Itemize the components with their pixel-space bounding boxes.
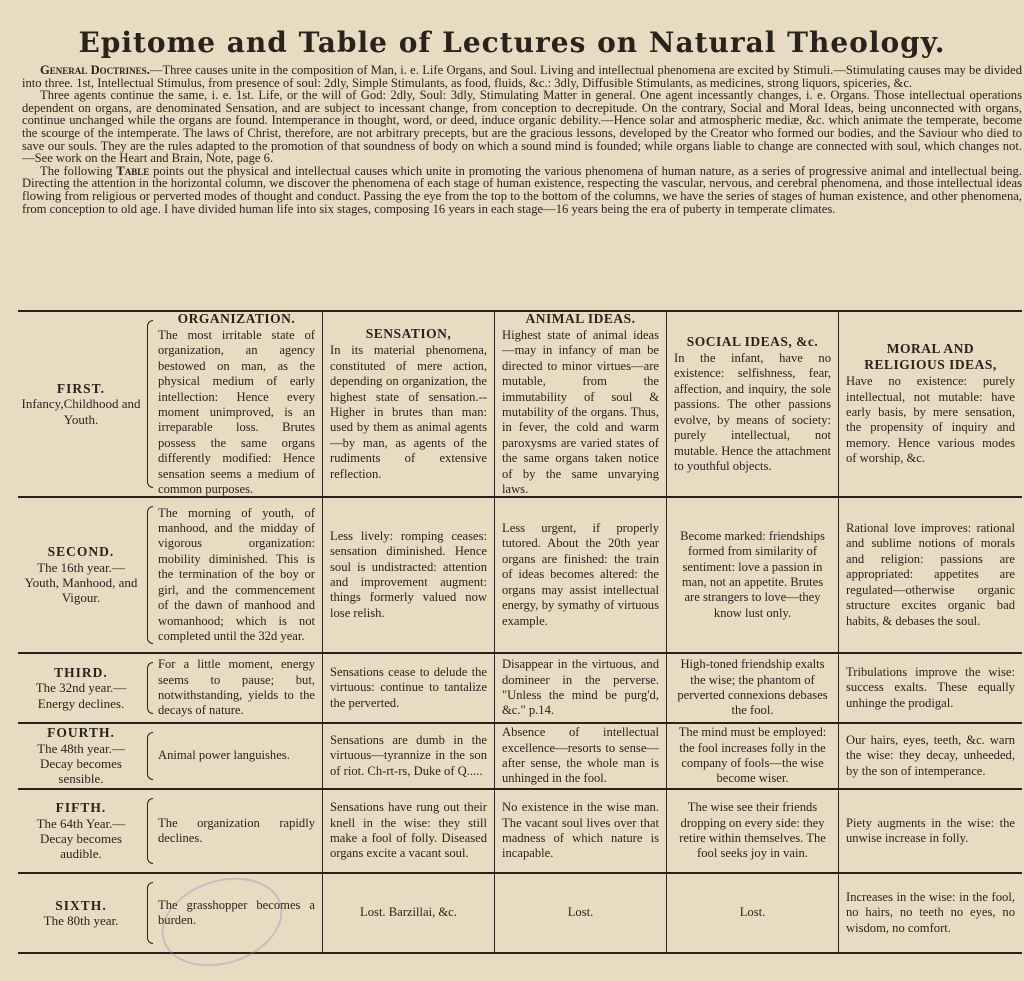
stage-name: THIRD. [54, 664, 108, 680]
social-ideas-cell: High-toned friendship exalts the wise; the phantom of perverted connexions debases the fool. [666, 654, 838, 724]
organization-cell: The grasshopper becomes a burden. [144, 874, 322, 952]
animal-ideas-cell: Disappear in the virtuous, and domineer in the perverse. "Unless the mind be purg'd, &c." p.14. [494, 654, 666, 724]
stage-second [18, 498, 144, 654]
social-ideas-cell: The wise see their friends dropping on every side: they retire within themselves. The fool seeks joy in vain. [666, 790, 838, 874]
intro-paragraph-3 [22, 165, 1022, 215]
stage-first [18, 312, 144, 498]
social-ideas-cell [666, 312, 838, 498]
stage-description: The 16th year.— Youth, Manhood, and Vigour. [24, 559, 138, 606]
social-ideas-cell: Become marked: friendships formed from similarity of sentiment: love a passion in man, not an appetite. Brutes are strangers to love—they know lust only. [666, 498, 838, 654]
animal-ideas-cell: Lost. [494, 874, 666, 952]
intro-paragraph-1 [22, 64, 1022, 89]
organization-cell: For a little moment, energy seems to pause; but, notwithstanding, yields to the decays of nature. [144, 654, 322, 724]
sensation-header: SENSATION, [365, 325, 452, 341]
cell-text: In the infant, have no existence: selfishness, fear, affection, and inquiry, the sole passions. The other passions evolve, by means of society: purely intellectual, not mutable. Hence the attachment to youthful objects. [674, 351, 831, 473]
cell-text: The most irritable state of organization, an agency bestowed on man, as the physical medium of early intellection: Hence every moment unimproved, is an irreparable loss. Brutes possess the same organs differently modified: Hence sensation seems a medium of common purposes. [158, 327, 315, 497]
cell-text: Highest state of animal ideas—may in infancy of man be directed to minor virtues—are mutable, from the immutability of soul & mutability of the organs. Thus, in fever, the cold and warm paroxysms are varied states of the same organs taken notice of by the same unvarying laws. [502, 327, 659, 497]
stage-fifth [18, 790, 144, 874]
sensation-cell: Sensations are dumb in the virtuous—tyrannize in the son of riot. Ch-rt-rs, Duke of Q..... [322, 724, 494, 790]
moral-ideas-cell: Our hairs, eyes, teeth, &c. warn the wise: they decay, unheeded, by the son of intemperance. [838, 724, 1022, 790]
moral-ideas-cell: Rational love improves: rational and sublime notions of morals and religion: passions are appropriated: appetites are regulated—otherwise organic structure excites organic bad habits, & debases the soul. [838, 498, 1022, 654]
animal-ideas-header: ANIMAL IDEAS. [525, 312, 636, 326]
organization-cell: The morning of youth, of manhood, and the midday of vigorous organization: mobility diminished. This is the termination of the boy or girl, and the commencement of the dawn of manhood and womanhood; which is not completed until the 32d year. [144, 498, 322, 654]
sensation-cell: Sensations have rung out their knell in the wise: they still make a fool of folly. Diseased organs excite a vacant soul. [322, 790, 494, 874]
lecture-table [18, 310, 1022, 954]
general-doctrines-label: General Doctrines. [40, 63, 150, 77]
organization-header: ORGANIZATION. [177, 312, 296, 326]
table-label: Table [116, 163, 150, 178]
moral-ideas-cell: Tribulations improve the wise: success exalts. These equally unhinge the prodigal. [838, 654, 1022, 724]
intro-paragraph-2: Three agents continue the same, i. e. 1st. Life, or the will of God: 2dly, Soul: 3dly, Stimulating Matter in general. One agent incessantly changes, i. e. Organs. Those intellectual operations dependent on organs, are denominated Sensation, and are subject to incessant change, from conception to decrepitude. On the contrary, Social and Moral Ideas, being unconnected with organs, continue unchanged while the organs are found. Intemperance in thought, word, or deed, induce organic debility.—Hence solar and atmospheric mediæ, &c. which animate the temperate, become the scourge of the intemperate. The laws of Christ, therefore, are not arbitrary precepts, but are the gracious lessons, developed by the Creator who formed our bodies, and the Saviour who died to save our souls. They are the rules adapted to the promotion of that soundness of body on which a sound mind is founded; while organs liable to change are connected with soul, which changes not. —See work on the Heart and Brain, Note, page 6. [22, 88, 1022, 166]
stage-description: Infancy,Childhood and Youth. [21, 396, 141, 427]
moral-ideas-header: MORAL AND RELIGIOUS IDEAS, [864, 341, 997, 372]
moral-ideas-cell: Increases in the wise: in the fool, no hairs, no teeth no eyes, no wisdom, no comfort. [838, 874, 1022, 952]
introduction [22, 64, 1022, 215]
stage-name: FIFTH. [55, 800, 107, 816]
page-title: Epitome and Table of Lectures on Natural Theology. [78, 26, 946, 59]
stage-description: The 32nd year.— Energy declines. [35, 680, 127, 711]
moral-ideas-cell [838, 312, 1022, 498]
stage-name: SECOND. [47, 544, 115, 560]
intro-paragraph-3-text: points out the physical and intellectual causes which unite in promoting the various phenomena of human nature, as a series of progressive animal and intellectual being. Directing the attention in the horizontal column, we discover the phenomena of each stage of human existence, respecting the vascular, nervous, and cerebral phenomena, and those intellectual ideas flowing from religious or perverted modes of thought and conduct. Passing the eye from the top to the bottom of the columns, we have the series of stages of human existence, and other phenomena, from conception to old age. I have divided human life into six stages, composing 16 years in each stage—16 years being the era of puberty in temperate climates. [22, 163, 1022, 216]
stage-sixth [18, 874, 144, 952]
social-ideas-cell: The mind must be employed: the fool increases folly in the company of fools—the wise become wiser. [666, 724, 838, 790]
stage-name: SIXTH. [55, 897, 107, 913]
moral-ideas-cell: Piety augments in the wise: the unwise increase in folly. [838, 790, 1022, 874]
animal-ideas-cell: No existence in the wise man. The vacant soul lives over that madness of which nature is incapable. [494, 790, 666, 874]
organization-cell: Animal power languishes. [144, 724, 322, 790]
stage-description: The 64th Year.— Decay becomes audible. [36, 815, 126, 862]
sensation-cell: Less lively: romping ceases: sensation diminished. Hence soul is undistracted: attention and improvement augment: things formerly valued now lose relish. [322, 498, 494, 654]
stage-third [18, 654, 144, 724]
social-ideas-cell: Lost. [666, 874, 838, 952]
stage-name: FOURTH. [47, 725, 115, 741]
organization-cell: The organization rapidly declines. [144, 790, 322, 874]
intro-paragraph-3-lead: The following [40, 163, 117, 178]
sensation-cell: Lost. Barzillai, &c. [322, 874, 494, 952]
social-ideas-header: SOCIAL IDEAS, &c. [686, 333, 819, 349]
stage-description: The 80th year. [43, 913, 119, 928]
sensation-cell [322, 312, 494, 498]
sensation-cell: Sensations cease to delude the virtuous: continue to tantalize the perverted. [322, 654, 494, 724]
cell-text: Have no existence: purely intellectual, not mutable: have early basis, by mere sensation, the propensity of inquiry and memory. Hence various modes of worship, &c. [846, 374, 1015, 466]
intro-paragraph-1-text: —Three causes unite in the composition of Man, i. e. Life Organs, and Soul. Living and intellectual phenomena are excited by Stimuli.—Stimulating causes may be divided into three. 1st, Intellectual Stimulus, from presence of soul: 2dly, Simple Stimulants, as food, fluids, &c.: 3dly, Diffusible Stimulants, as medicines, strong liquors, spiceries, &c. [22, 63, 1022, 90]
cell-text: In its material phenomena, constituted of mere action, depending on organization, the highest state of sensation.--Higher in brutes than man: used by them as animal agents—by man, as agents of the rudiments of extensive reflection. [330, 343, 487, 481]
stage-name: FIRST. [56, 380, 106, 396]
stage-description: The 48th year.— Decay becomes sensible. [37, 740, 125, 787]
animal-ideas-cell [494, 312, 666, 498]
animal-ideas-cell: Absence of intellectual excellence—resorts to sense—after sense, the whole man is unhinged in the fool. [494, 724, 666, 790]
stage-fourth [18, 724, 144, 790]
organization-cell [144, 312, 322, 498]
animal-ideas-cell: Less urgent, if properly tutored. About the 20th year organs are finished: the train of ideas becomes altered: the organs may assist intellectual energy, by symathy of virtuous example. [494, 498, 666, 654]
